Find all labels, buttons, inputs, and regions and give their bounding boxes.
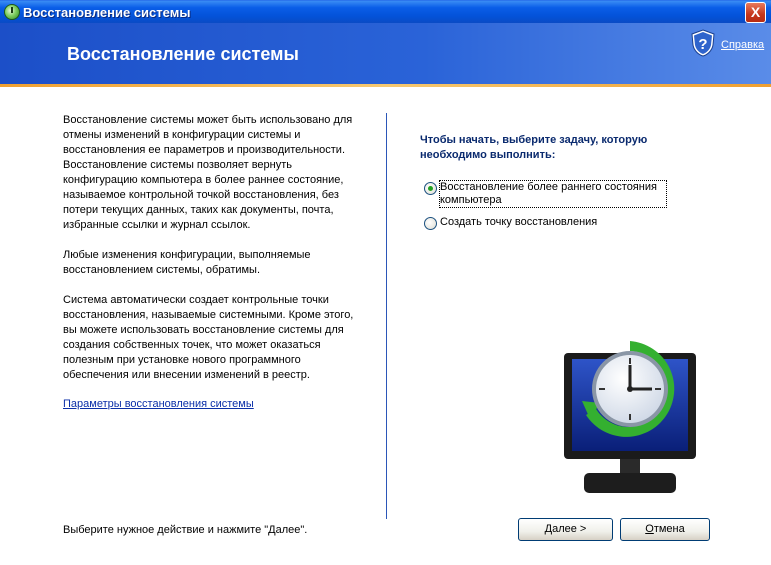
description-pane: [63, 113, 363, 398]
next-button[interactable]: [518, 518, 613, 541]
help-shield-icon[interactable]: [690, 29, 716, 57]
next-button-label: алее >: [552, 523, 587, 535]
pane-divider: [386, 113, 387, 519]
header-band: [0, 23, 771, 84]
page-title: Восстановление системы: [67, 44, 299, 64]
option-restore-earlier[interactable]: [424, 181, 666, 207]
restore-settings-link[interactable]: Параметры восстановления системы: [63, 398, 254, 410]
option-create-restore-point[interactable]: [424, 216, 670, 230]
cancel-button[interactable]: [620, 518, 710, 541]
title-bar[interactable]: [0, 0, 771, 23]
close-button[interactable]: X: [745, 2, 766, 23]
monitor-clock-icon: [560, 337, 700, 497]
system-restore-icon: [4, 4, 20, 20]
radio-restore-earlier[interactable]: [424, 182, 437, 195]
description-paragraph: Система автоматически создает контрольные точки восстановления, называемые системными. Кроме этого, вы можете использовать восстановление системы для создания собственных точек, что может оказаться полезным при установке нового программного обеспечения или внесении изменений в реестр.: [63, 294, 354, 381]
help-link[interactable]: Справка: [721, 39, 765, 51]
window-title: Восстановление системы: [23, 5, 191, 20]
cancel-button-label: тмена: [653, 523, 685, 535]
svg-text:?: ?: [698, 36, 708, 53]
radio-create-restore-point[interactable]: [424, 217, 437, 230]
next-button-mnemonic: Д: [544, 523, 553, 535]
cancel-button-mnemonic: О: [645, 523, 654, 535]
header-accent-line: [0, 84, 771, 87]
description-paragraph: Восстановление системы может быть использовано для отмены изменений в конфигурации системы и восстановления ее параметров и производительности. Восстановление системы позволяет вернуть конфигурацию компьютера в более раннее состояние, называемое контрольной точкой восстановления, без потери текущих данных, таких как документы, почта, избранные ссылки и журнал ссылок.: [63, 114, 353, 231]
option-label[interactable]: Восстановление более раннего состояния компьютера: [440, 181, 666, 207]
footer-hint: Выберите нужное действие и нажмите "Далее".: [63, 524, 308, 536]
description-paragraph: Любые изменения конфигурации, выполняемые восстановлением системы, обратимы.: [63, 249, 311, 276]
option-label[interactable]: Создать точку восстановления: [440, 216, 598, 228]
task-prompt: Чтобы начать, выберите задачу, которую необходимо выполнить:: [420, 134, 648, 161]
